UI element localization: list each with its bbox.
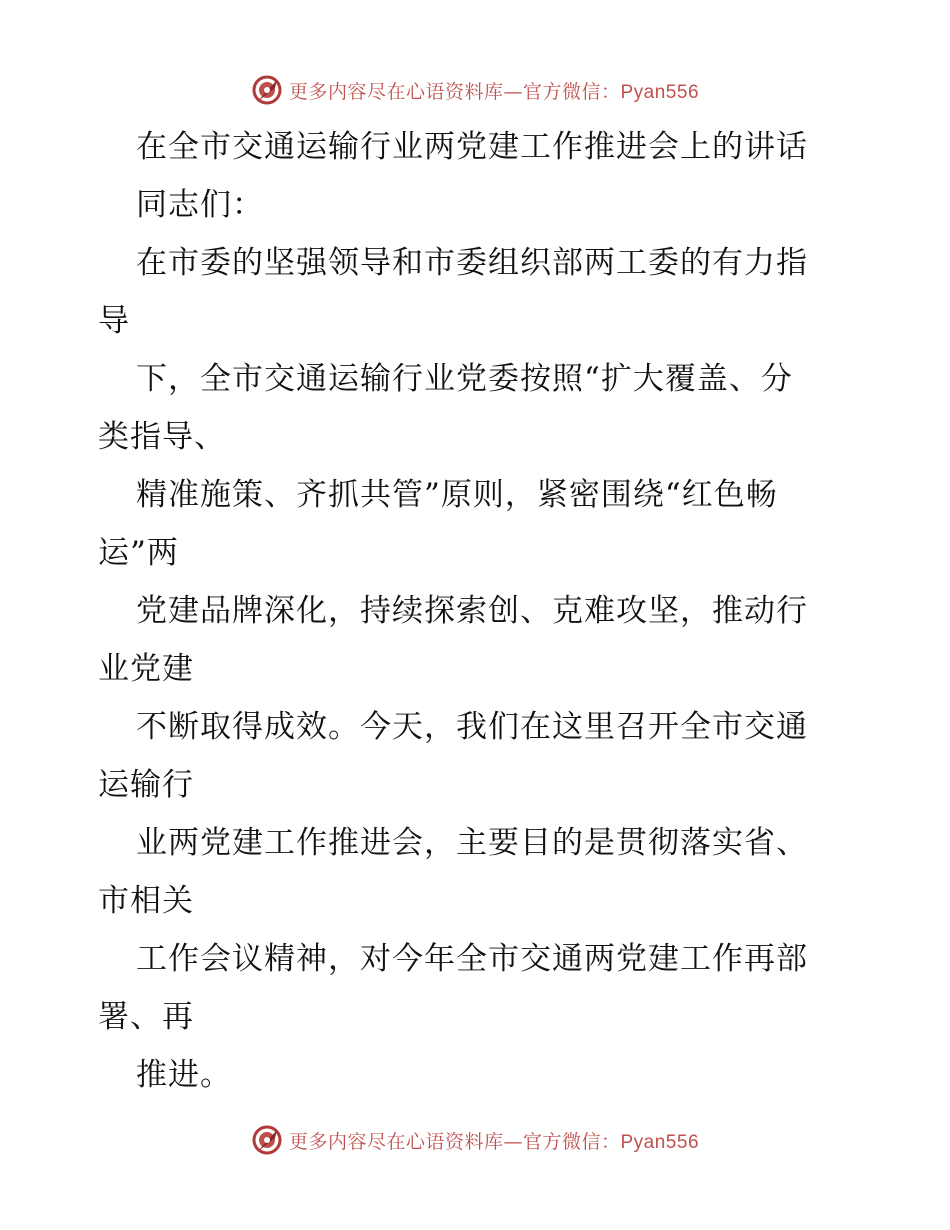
text-line: 下，全市交通运输行业党委按照“扩大覆盖、分 — [136, 361, 793, 397]
quill-logo-icon — [251, 74, 283, 106]
wechat-id: Pyan556 — [620, 1131, 700, 1153]
text-line: 业两党建工作推进会，主要目的是贯彻落实省、 — [136, 825, 808, 861]
text-line: 工作会议精神，对今年全市交通两党建工作再部 — [136, 941, 808, 977]
text-line: 党建品牌深化，持续探索创、克难攻坚，推动行 — [136, 593, 808, 629]
text-line: 推进。 — [136, 1057, 232, 1093]
text-line: 精准施策、齐抓共管”原则，紧密围绕“红色畅 — [136, 477, 778, 513]
footer-banner — [0, 1120, 950, 1160]
text-line: 在市委的坚强领导和市委组织部两工委的有力指 — [136, 245, 808, 281]
header-banner — [0, 70, 950, 110]
text-line: 同志们： — [136, 187, 264, 223]
banner-text: 更多内容尽在心语资料库—官方微信：Pyan556 — [288, 1130, 700, 1153]
text-line: 署、再 — [98, 999, 194, 1035]
text-line: 市相关 — [98, 883, 194, 919]
text-line: 运输行 — [98, 767, 194, 803]
document-body — [98, 118, 858, 1104]
text-line: 业党建 — [98, 651, 194, 687]
wechat-id: Pyan556 — [620, 81, 700, 103]
quill-logo-icon — [251, 1124, 283, 1156]
document-title: 在全市交通运输行业两党建工作推进会上的讲话 — [136, 129, 808, 165]
text-line: 不断取得成效。今天，我们在这里召开全市交通 — [136, 709, 808, 745]
text-line: 类指导、 — [98, 419, 226, 455]
text-line: 运”两 — [98, 535, 179, 571]
text-line: 导 — [98, 303, 130, 339]
banner-text: 更多内容尽在心语资料库—官方微信：Pyan556 — [288, 80, 700, 103]
